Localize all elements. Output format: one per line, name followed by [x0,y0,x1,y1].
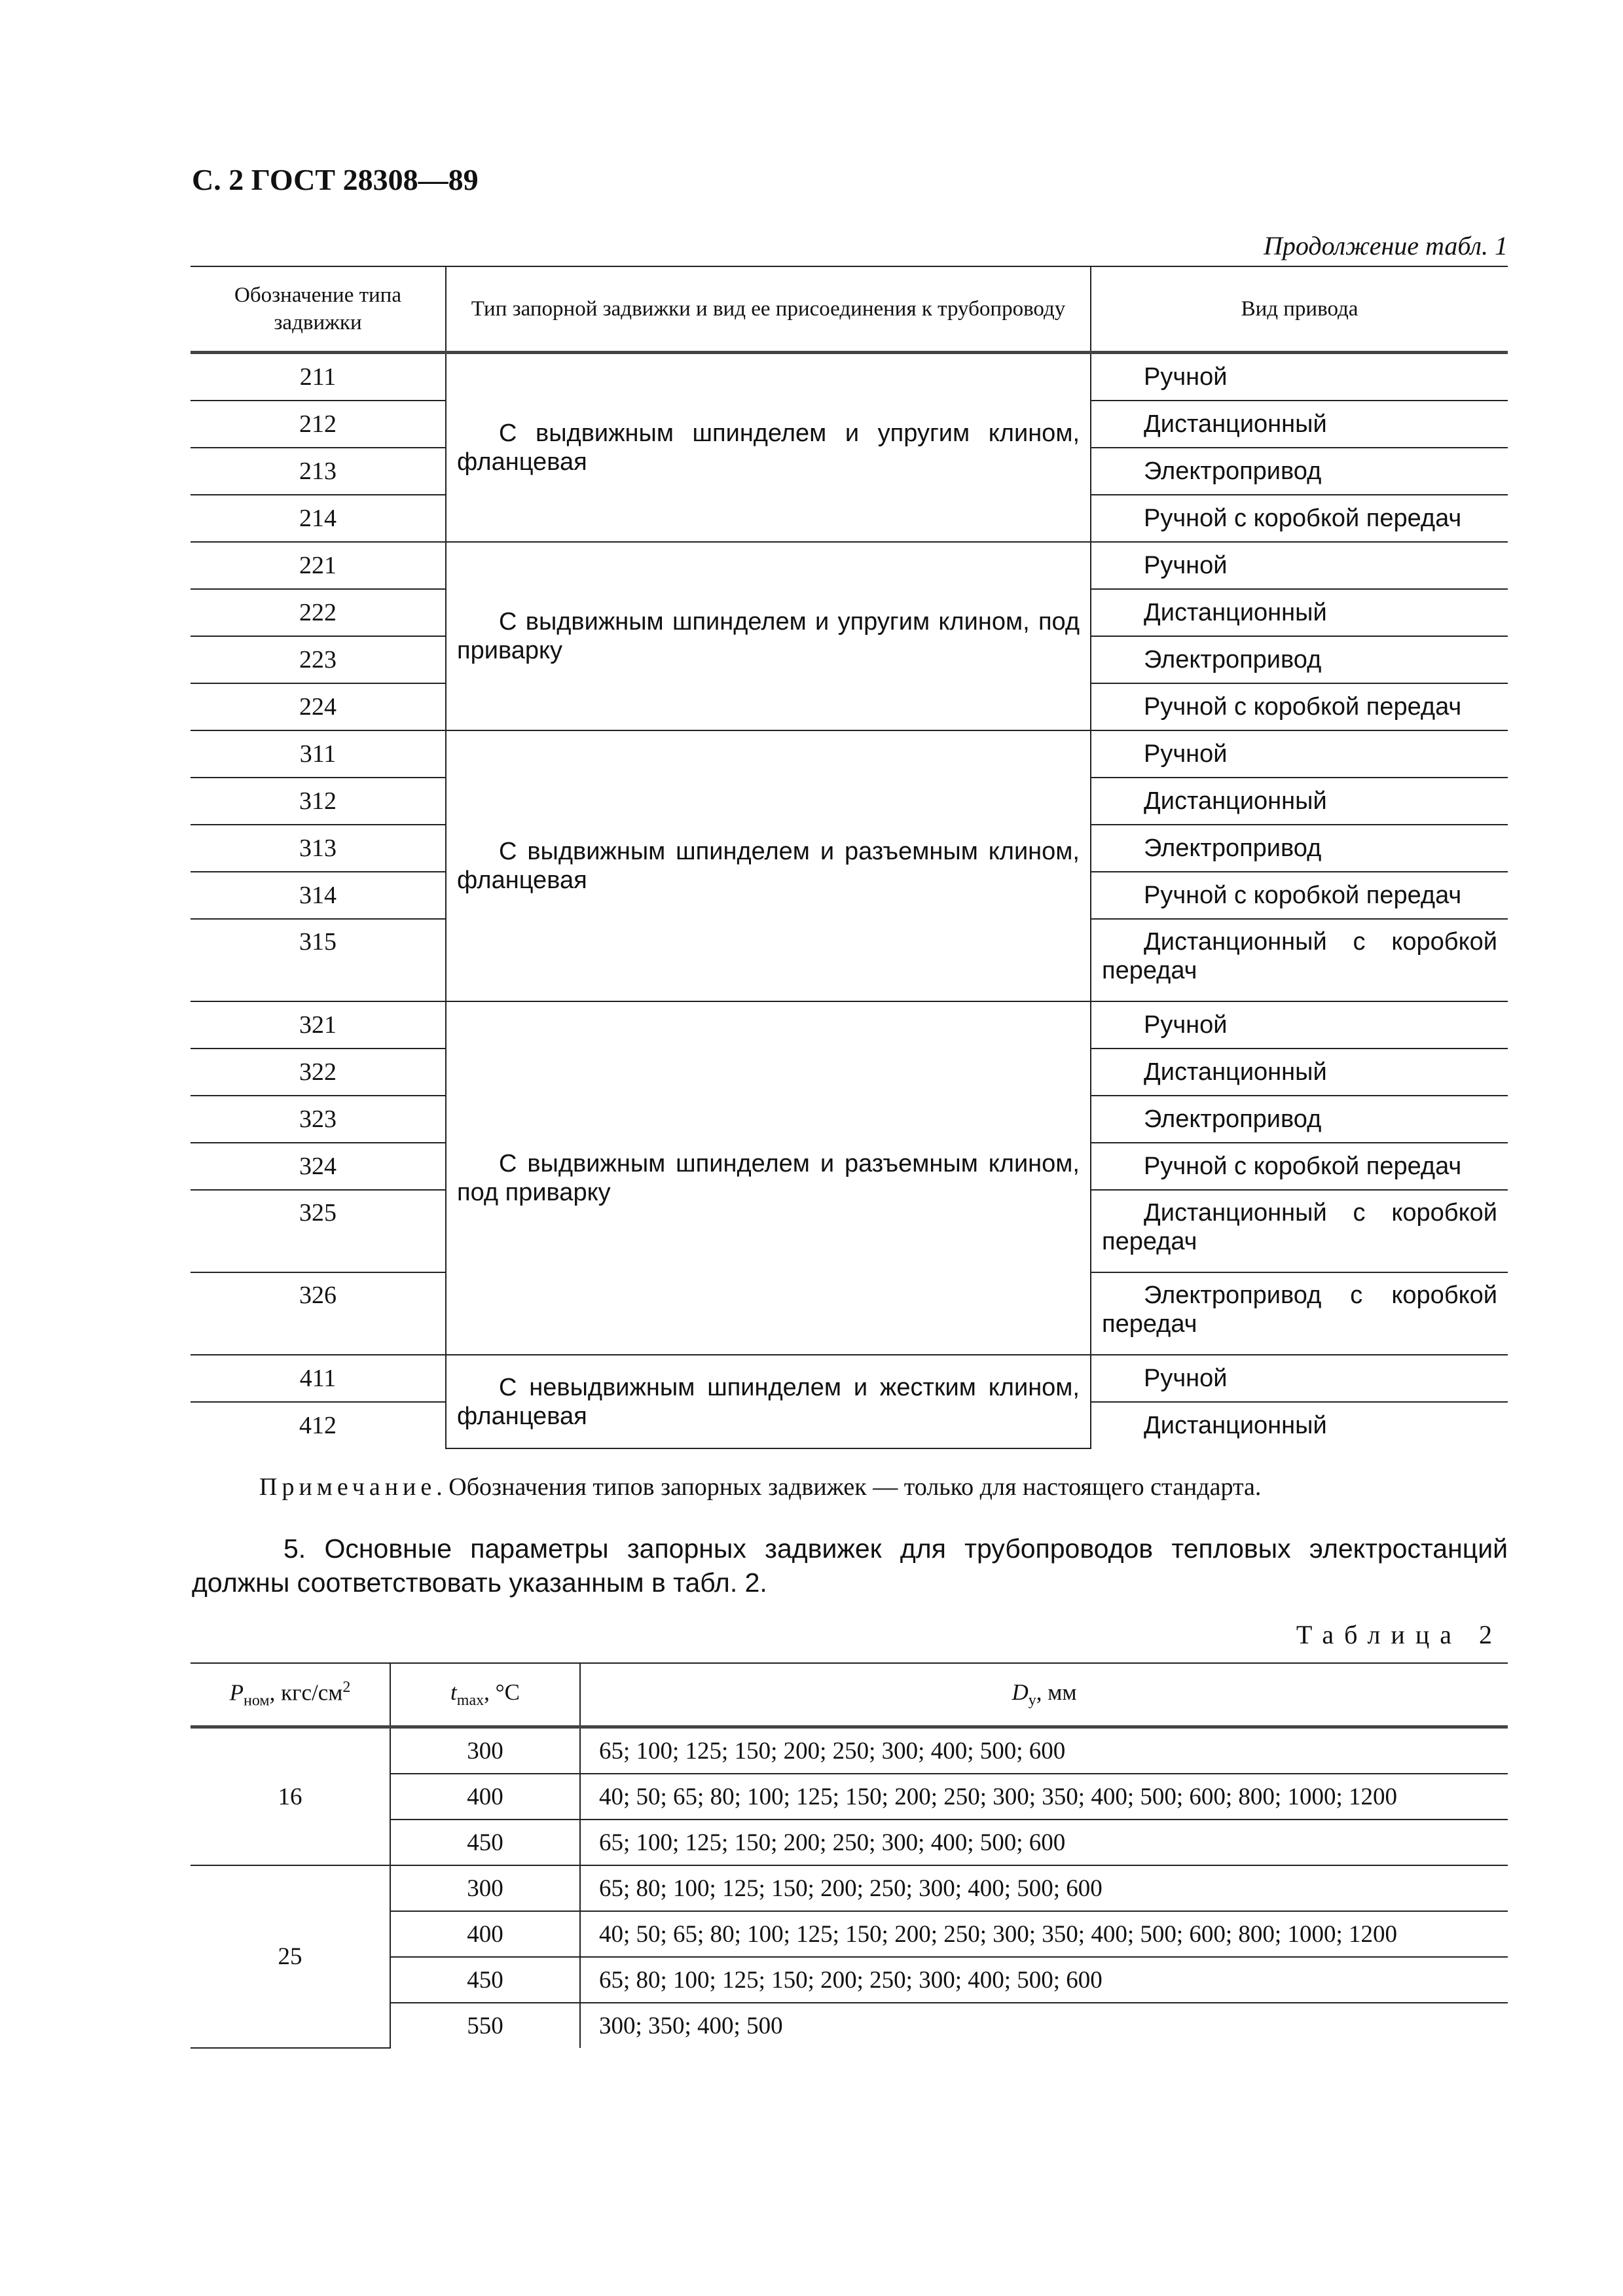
diameter-list-cell: 300; 350; 400; 500 [599,2012,783,2039]
drive-type-cell: Дистанционный [1091,401,1508,448]
drive-type-cell: Ручной [1091,730,1508,778]
type-code-cell: 326 [191,1272,446,1355]
drive-type-cell: Дистанционный [1091,1049,1508,1096]
type-code-cell: 213 [191,448,446,495]
table-note [259,1473,1261,1501]
pressure-cell: 25 [191,1865,390,2048]
column-header-code: Обозначение типа задвижки [191,266,446,353]
gate-valve-types-table [191,266,1508,1449]
drive-type-cell: Ручной с коробкой передач [1091,495,1508,542]
drive-type-cell: Дистанционный [1091,778,1508,825]
table-row [191,353,1508,401]
type-code-cell: 224 [191,683,446,730]
drive-type-cell: Электропривод [1091,448,1508,495]
valve-type-text: С выдвижным шпинделем и упругим клином, под приварку [457,608,1080,664]
type-code-cell: 312 [191,778,446,825]
main-parameters-table [191,1662,1508,2049]
type-code-cell: 211 [191,353,446,401]
drive-type-cell: Ручной [1091,542,1508,589]
table-continuation-label: Продолжение табл. 1 [1263,231,1508,260]
table-row [191,1727,1508,1774]
drive-type-cell: Электропривод с коробкой передач [1091,1272,1508,1355]
temperature-cell: 450 [390,1820,580,1865]
note-text: . Обозначения типов запорных задвижек — только для настоящего стандарта. [436,1473,1262,1501]
drive-type-cell: Ручной с коробкой передач [1091,1143,1508,1190]
drive-type-cell: Электропривод [1091,1096,1508,1143]
type-code-cell: 411 [191,1355,446,1402]
type-code-cell: 221 [191,542,446,589]
type-code-cell: 222 [191,589,446,636]
table-header-row [191,1663,1508,1727]
valve-type-cell [446,1001,1091,1355]
drive-type-cell: Электропривод [1091,636,1508,683]
drive-type-cell: Ручной с коробкой передач [1091,872,1508,919]
valve-type-text: С выдвижным шпинделем и разъемным клином, фланцевая [457,838,1080,894]
drive-type-cell: Дистанционный [1091,1402,1508,1448]
type-code-cell: 311 [191,730,446,778]
type-code-cell: 212 [191,401,446,448]
valve-type-cell [446,1355,1091,1448]
table-row [191,730,1508,778]
type-code-cell: 321 [191,1001,446,1049]
column-header-temperature: $t_{max}$, °С [390,1663,580,1727]
note-label: Примечание [259,1473,437,1501]
drive-type-cell: Ручной с коробкой передач [1091,683,1508,730]
valve-type-text: С выдвижным шпинделем и упругим клином, фланцевая [457,420,1080,476]
column-header-diameter: $D_y$, мм [580,1663,1508,1727]
temperature-cell: 450 [390,1957,580,2003]
temperature-cell: 300 [390,1865,580,1911]
drive-type-cell: Дистанционный [1091,589,1508,636]
type-code-cell: 412 [299,1412,337,1439]
diameter-list-cell: 65; 80; 100; 125; 150; 200; 250; 300; 400; 500; 600 [580,1865,1508,1911]
type-code-cell: 223 [191,636,446,683]
column-header-drive: Вид привода [1091,266,1508,353]
drive-type-cell: Ручной [1091,353,1508,401]
valve-type-cell [446,542,1091,730]
temperature-cell: 550 [390,2003,580,2048]
diameter-list-cell: 40; 50; 65; 80; 100; 125; 150; 200; 250; 300; 350; 400; 500; 600; 800; 1000; 1200 [580,1911,1508,1957]
table-row [191,1865,1508,1911]
drive-type-cell: Дистанционный с коробкой передач [1091,919,1508,1001]
diameter-list-cell: 65; 100; 125; 150; 200; 250; 300; 400; 500; 600 [580,1727,1508,1774]
type-code-cell: 323 [191,1096,446,1143]
table-row [191,542,1508,589]
table-row [191,1355,1508,1402]
diameter-list-cell: 65; 100; 125; 150; 200; 250; 300; 400; 500; 600 [580,1820,1508,1865]
table-header-row [191,266,1508,353]
type-code-cell: 314 [191,872,446,919]
page-title: С. 2 ГОСТ 28308—89 [192,163,479,196]
type-code-cell: 315 [191,919,446,1001]
column-header-pressure: $P_{ном}$, кгс/$см^2$ [191,1663,390,1727]
type-code-cell: 313 [191,825,446,872]
type-code-cell: 324 [191,1143,446,1190]
type-code-cell: 322 [191,1049,446,1096]
temperature-cell: 400 [390,1774,580,1820]
diameter-list-cell: 40; 50; 65; 80; 100; 125; 150; 200; 250; 300; 350; 400; 500; 600; 800; 1000; 1200 [580,1774,1508,1820]
drive-type-cell: Электропривод [1091,825,1508,872]
temperature-cell: 400 [390,1911,580,1957]
drive-type-cell: Дистанционный с коробкой передач [1091,1190,1508,1272]
column-header-type: Тип запорной задвижки и вид ее присоединения к трубопроводу [446,266,1091,353]
clause-5-paragraph: 5. Основные параметры запорных задвижек для трубопроводов тепловых электростанций должны соответствовать указанным в табл. 2. [192,1534,1508,1598]
type-code-cell: 325 [191,1190,446,1272]
valve-type-text: С невыдвижным шпинделем и жестким клином, фланцевая [457,1373,1080,1430]
temperature-cell: 300 [390,1727,580,1774]
drive-type-cell: Ручной [1091,1001,1508,1049]
table2-label: Таблица 2 [1296,1620,1503,1649]
type-code-cell: 214 [191,495,446,542]
valve-type-text: С выдвижным шпинделем и разъемным клином, под приварку [457,1150,1080,1206]
table-row [191,1001,1508,1049]
pressure-cell: 16 [191,1727,390,1866]
valve-type-cell [446,353,1091,543]
valve-type-cell [446,730,1091,1001]
drive-type-cell: Ручной [1091,1355,1508,1402]
diameter-list-cell: 65; 80; 100; 125; 150; 200; 250; 300; 400; 500; 600 [580,1957,1508,2003]
